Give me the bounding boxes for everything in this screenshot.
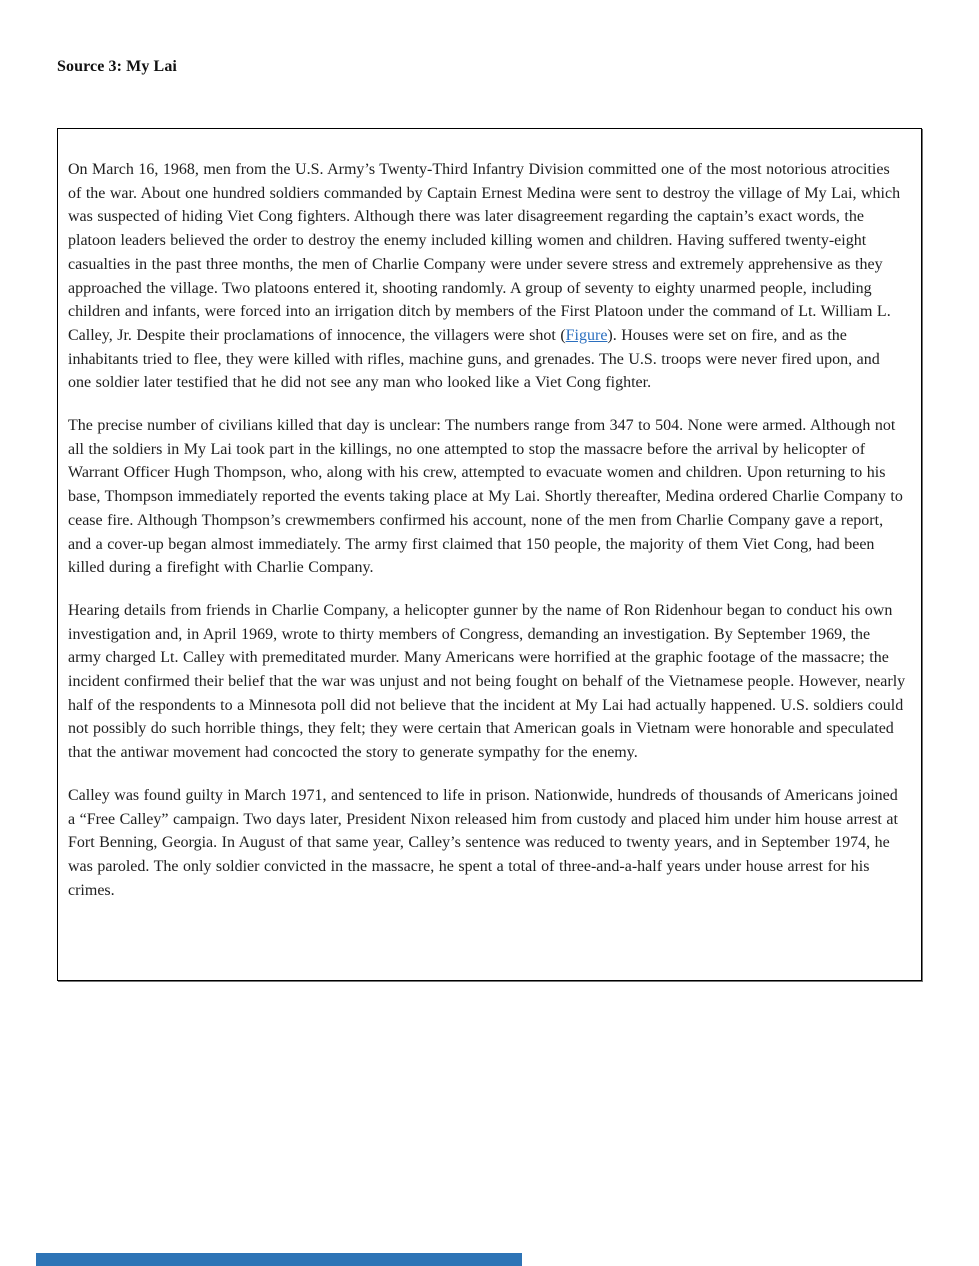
paragraph-4: Calley was found guilty in March 1971, and sentenced to life in prison. Nationwide, hundreds of thousands of Americans joined a “Free Calley” campaign. Two days later, President Nixon released him from custody and placed him under him house arrest at Fort Benning, Georgia. In August of that same year, Calley’s sentence was reduced to twenty years, and in September 1974, he was paroled. The only soldier convicted in the massacre, he spent a total of three-and-a-half years under house arrest for his crimes. — [68, 786, 898, 899]
partially-visible-blue-element — [36, 1253, 522, 1266]
paragraph-1-text-before-link: On March 16, 1968, men from the U.S. Army’s Twenty-Third Infantry Division committed one of the most notorious atrocities of the war. About one hundred soldiers commanded by Captain Ernest Medina were sent to destroy the village of My Lai, which was suspected of hiding Viet Cong fighters. Although there was later disagreement regarding the captain’s exact words, the platoon leaders believed the order to destroy the enemy included killing women and children. Having suffered twenty-eight casualties in the past three months, the men of Charlie Company were under severe stress and extremely apprehensive as they approached the village. Two platoons entered it, shooting randomly. A group of seventy to eighty unarmed people, including children and infants, were forced into an irrigation ditch by members of the First Platoon under the command of Lt. William L. Calley, Jr. Despite their proclamations of innocence, the villagers were shot ( — [68, 161, 901, 344]
source-text-box — [57, 128, 922, 981]
paragraph-3: Hearing details from friends in Charlie Company, a helicopter gunner by the name of Ron Ridenhour began to conduct his own investigation and, in April 1969, wrote to thirty members of Congress, demanding an investigation. By September 1969, the army charged Lt. Calley with premeditated murder. Many Americans were horrified at the graphic footage of the massacre; the incident confirmed their belief that the war was unjust and not being fought on behalf of the Vietnamese people. However, nearly half of the respondents to a Minnesota poll did not believe that the incident at My Lai had actually happened. U.S. soldiers could not possibly do such horrible things, they felt; they were certain that American goals in Vietnam were honorable and speculated that the antiwar movement had concocted the story to generate sympathy for the enemy. — [68, 601, 906, 762]
paragraph-1 — [68, 158, 907, 395]
figure-link[interactable]: Figure — [565, 326, 608, 344]
paragraph-2: The precise number of civilians killed that day is unclear: The numbers range from 347 to 504. None were armed. Although not all the soldiers in My Lai took part in the killings, no one attempted to stop the massacre before the arrival by helicopter of Warrant Officer Hugh Thompson, who, along with his crew, attempted to evacuate women and children. Upon returning to his base, Thompson immediately reported the events taking place at My Lai. Shortly thereafter, Medina ordered Charlie Company to cease fire. Although Thompson’s crewmembers confirmed his account, none of the men from Charlie Company gave a report, and a cover-up began almost immediately. The army first claimed that 150 people, the majority of them Viet Cong, had been killed during a firefight with Charlie Company. — [68, 417, 903, 577]
paragraph-1-text-after-link: ). Houses were set on fire, and as the inhabitants tried to flee, they were killed with rifles, machine guns, and grenades. The U.S. troops were never fired upon, and one soldier later testified that he did not see any man who looked like a Viet Cong fighter. — [68, 326, 880, 392]
page-title: Source 3: My Lai — [57, 58, 177, 75]
